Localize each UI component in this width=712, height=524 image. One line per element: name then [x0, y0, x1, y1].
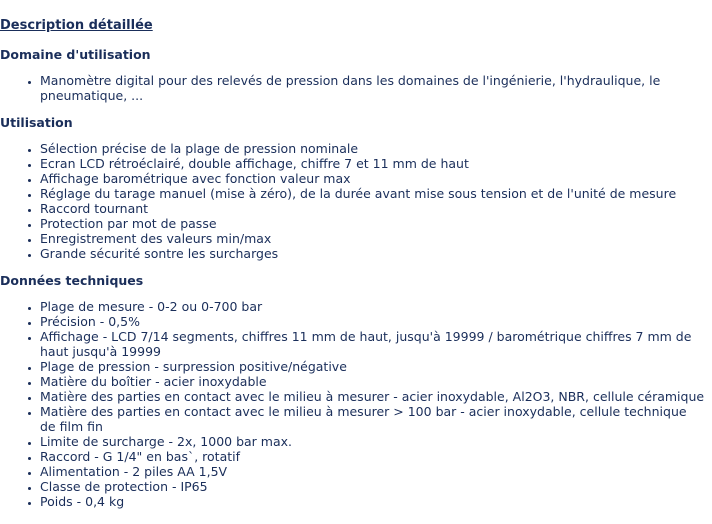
section-heading-donnees-techniques: Données techniques — [0, 273, 144, 288]
list-item: • Plage de pression - surpression positive/négative — [40, 359, 712, 374]
domaine-list — [0, 73, 712, 103]
list-item: • Matière du boîtier - acier inoxydable — [40, 374, 712, 389]
list-item: • Réglage du tarage manuel (mise à zéro), de la durée avant mise sous tension et de l'unité de mesure — [40, 186, 712, 201]
list-item: • Alimentation - 2 piles AA 1,5V — [40, 464, 712, 479]
page-title: Description détaillée — [0, 18, 153, 33]
utilisation-list — [0, 141, 712, 261]
list-item: • Protection par mot de passe — [40, 216, 712, 231]
list-item: • Affichage - LCD 7/14 segments, chiffres 11 mm de haut, jusqu'à 19999 / barométrique chiffres 7 mm de haut jusqu'à 19999 — [40, 329, 712, 359]
list-item: • Sélection précise de la plage de pression nominale — [40, 141, 712, 156]
donnees-techniques-list — [0, 299, 712, 509]
list-item: • Ecran LCD rétroéclairé, double affichage, chiffre 7 et 11 mm de haut — [40, 156, 712, 171]
list-item: • Limite de surcharge - 2x, 1000 bar max. — [40, 434, 712, 449]
list-item: • Raccord - G 1/4" en bas`, rotatif — [40, 449, 712, 464]
list-item: • Enregistrement des valeurs min/max — [40, 231, 712, 246]
list-item: • Affichage barométrique avec fonction valeur max — [40, 171, 712, 186]
list-item: • Matière des parties en contact avec le milieu à mesurer - acier inoxydable, Al2O3, NBR, cellule céramique — [40, 389, 712, 404]
list-item: • Classe de protection - IP65 — [40, 479, 712, 494]
list-item: • Plage de mesure - 0-2 ou 0-700 bar — [40, 299, 712, 314]
section-heading-domaine: Domaine d'utilisation — [0, 47, 151, 62]
section-heading-utilisation: Utilisation — [0, 115, 73, 130]
list-item: • Grande sécurité sontre les surcharges — [40, 246, 712, 261]
list-item: • Manomètre digital pour des relevés de pression dans les domaines de l'ingénierie, l'hydraulique, le pneumatique, ... — [40, 73, 712, 103]
list-item: • Poids - 0,4 kg — [40, 494, 712, 509]
list-item: • Précision - 0,5% — [40, 314, 712, 329]
list-item: • Matière des parties en contact avec le milieu à mesurer > 100 bar - acier inoxydable, cellule technique de film fin — [40, 404, 712, 434]
list-item: • Raccord tournant — [40, 201, 712, 216]
